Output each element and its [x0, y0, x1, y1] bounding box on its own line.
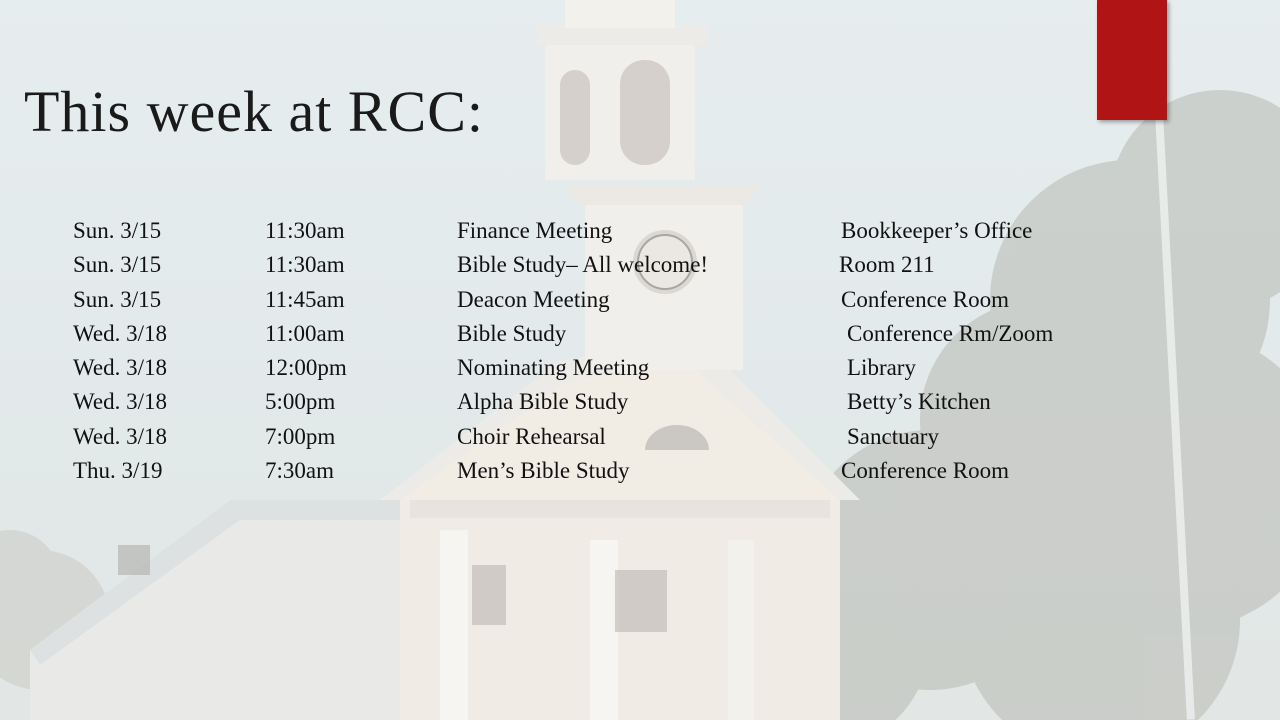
schedule-time: 11:30am [265, 218, 345, 243]
schedule-time: 7:00pm [265, 423, 336, 449]
schedule-time: 12:00pm [265, 355, 347, 381]
schedule-day: Wed. 3/18 [73, 320, 167, 346]
slide-title: This week at RCC: [24, 79, 485, 144]
schedule-day: Wed. 3/18 [73, 355, 167, 381]
schedule-location: Conference Room [841, 286, 1009, 312]
schedule-list [0, 214, 1280, 488]
schedule-location: Room 211 [839, 252, 935, 278]
schedule-time: 5:00pm [265, 389, 336, 415]
schedule-row [0, 454, 1280, 488]
schedule-event: Nominating Meeting [457, 355, 650, 381]
schedule-event: Alpha Bible Study [457, 389, 629, 415]
schedule-row [0, 214, 1280, 248]
schedule-row [0, 317, 1280, 351]
red-accent-bar [1097, 0, 1167, 120]
schedule-day: Sun. 3/15 [73, 252, 162, 278]
schedule-event: Men’s Bible Study [457, 458, 630, 484]
schedule-row [0, 283, 1280, 317]
schedule-location: Sanctuary [847, 423, 939, 449]
schedule-event: Deacon Meeting [457, 286, 610, 312]
schedule-event: Choir Rehearsal [457, 423, 606, 449]
schedule-time: 7:30am [265, 458, 334, 484]
schedule-location: Conference Room [841, 458, 1009, 484]
schedule-day: Wed. 3/18 [73, 389, 167, 415]
schedule-location: Conference Rm/Zoom [847, 320, 1054, 346]
schedule-row [0, 420, 1280, 454]
schedule-day: Sun. 3/15 [73, 286, 162, 312]
schedule-location: Bookkeeper’s Office [841, 218, 1033, 243]
schedule-location: Betty’s Kitchen [847, 389, 991, 415]
schedule-location: Library [847, 355, 916, 381]
schedule-day: Sun. 3/15 [73, 218, 162, 243]
schedule-event: Bible Study– All welcome! [457, 252, 709, 278]
schedule-row [0, 248, 1280, 282]
schedule-time: 11:30am [265, 252, 345, 278]
schedule-event: Bible Study [457, 320, 567, 346]
schedule-day: Thu. 3/19 [73, 458, 163, 484]
schedule-event: Finance Meeting [457, 218, 613, 243]
schedule-row [0, 351, 1280, 385]
schedule-day: Wed. 3/18 [73, 423, 167, 449]
schedule-time: 11:00am [265, 320, 345, 346]
schedule-row [0, 385, 1280, 419]
schedule-time: 11:45am [265, 286, 345, 312]
